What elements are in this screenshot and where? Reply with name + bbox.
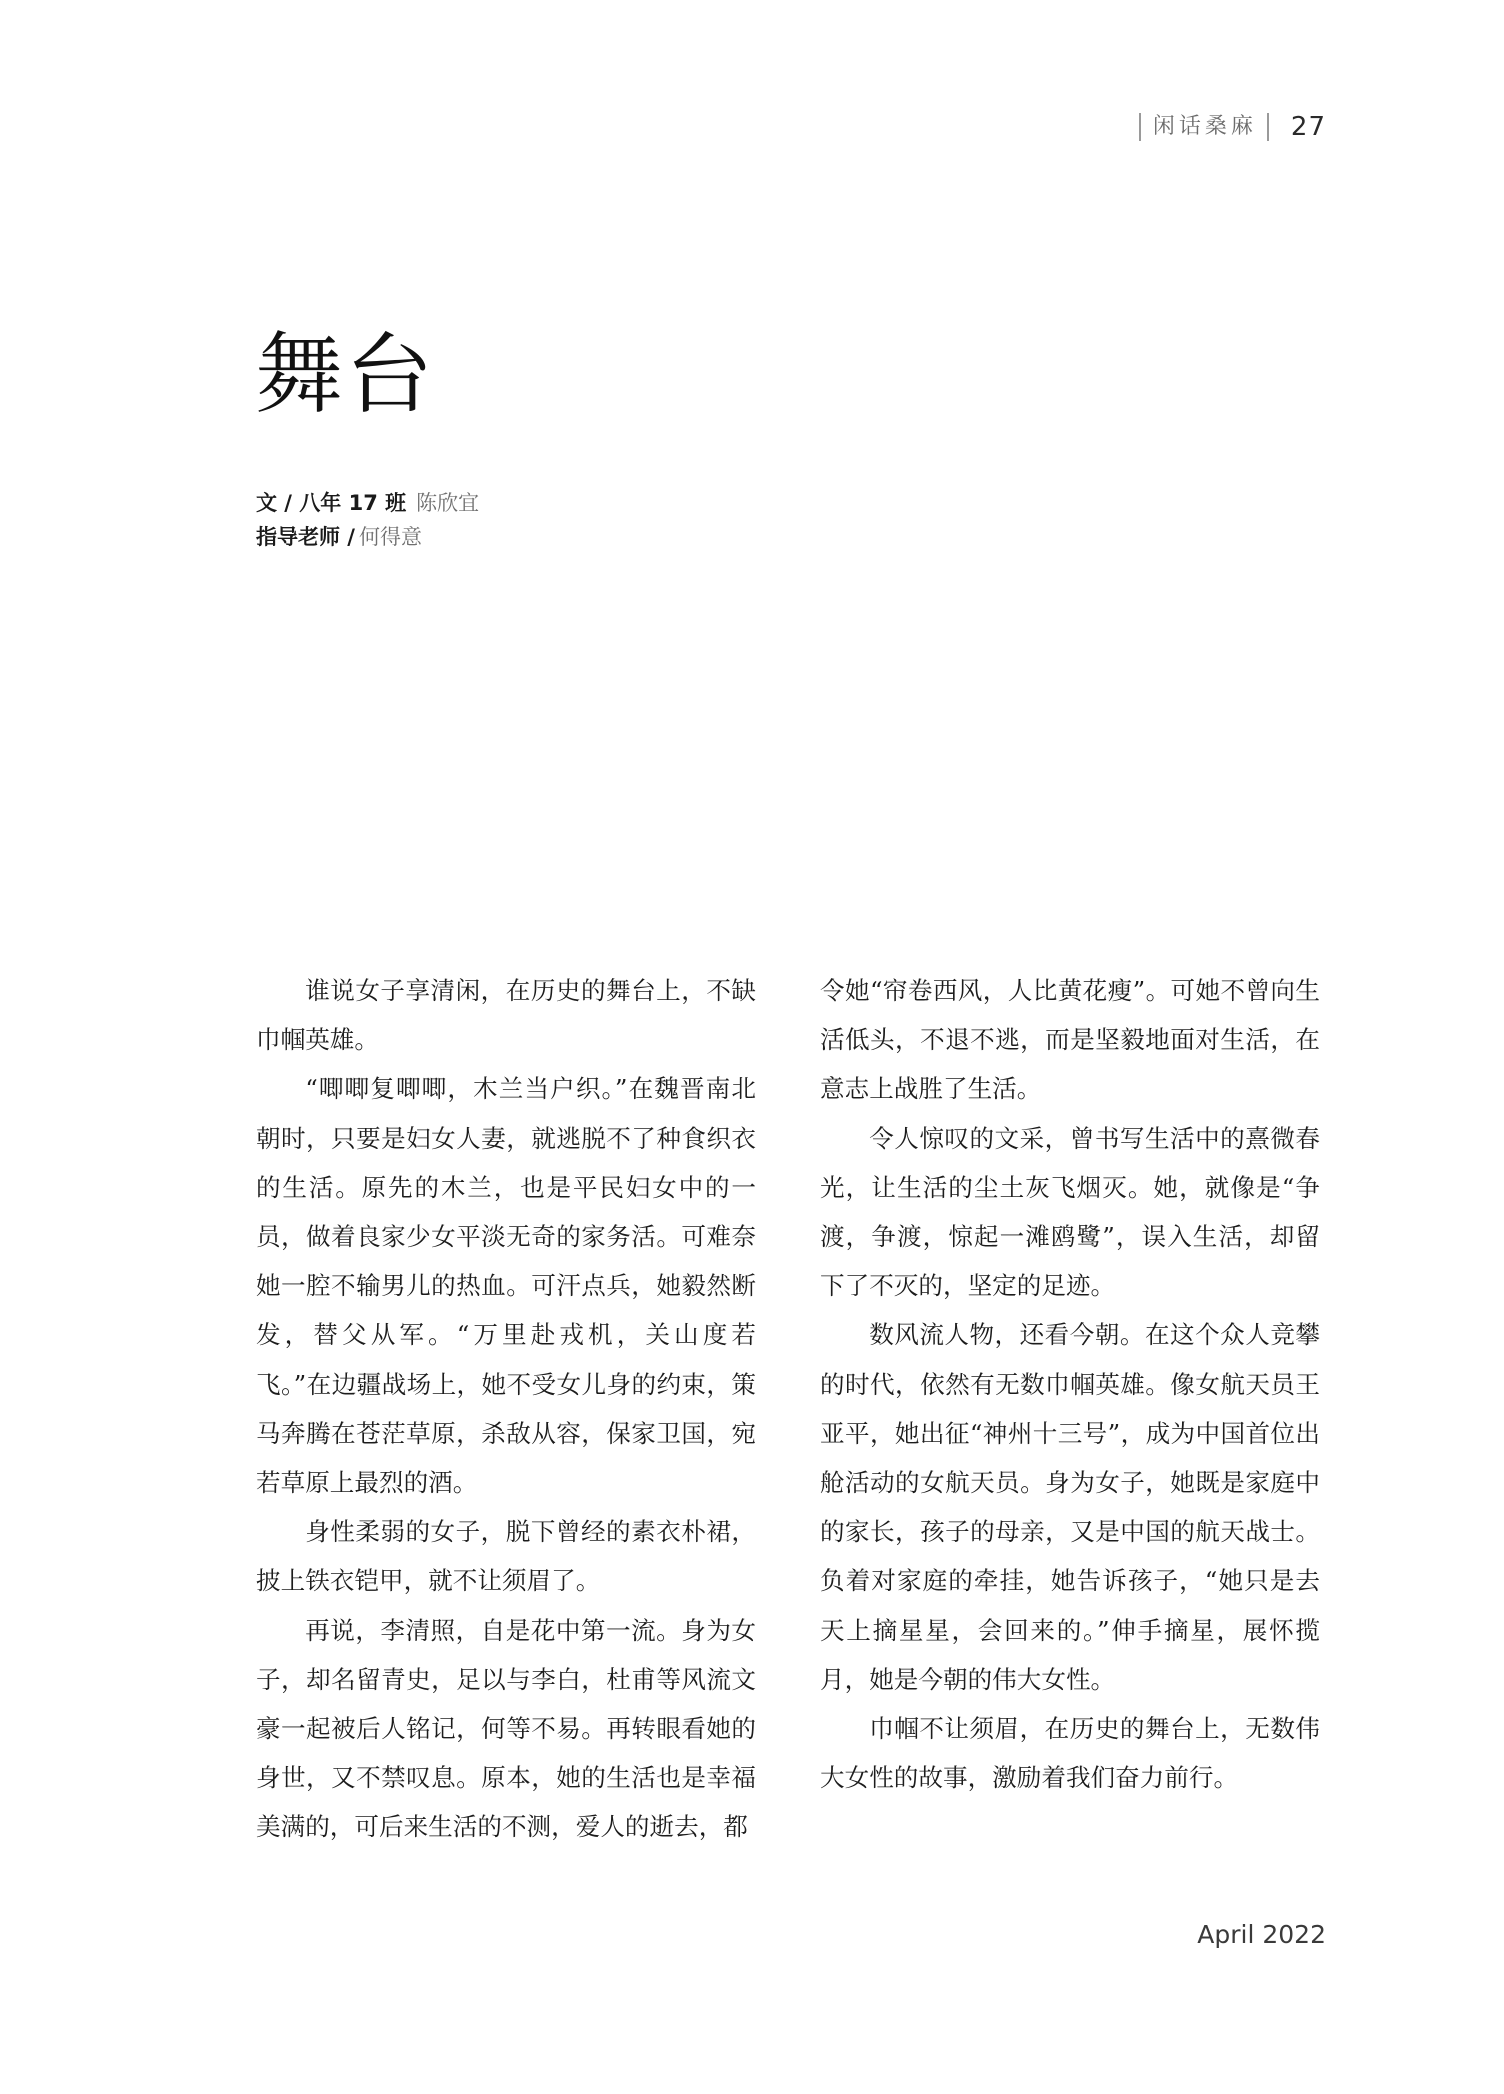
teacher-name: 何得意 bbox=[358, 525, 422, 549]
paragraph: 数风流人物，还看今朝。在这个众人竞攀的时代，依然有无数巾帼英雄。像女航天员王亚平，她出征“神州十三号”，成为中国首位出舱活动的女航天员。身为女子，她既是家庭中的家长，孩子的母亲，又是中国的航天战士。负着对家庭的牵挂，她告诉孩子，“她只是去天上摘星星，会回来的。”伸手摘星，展怀揽月，她是今朝的伟大女性。 bbox=[820, 1320, 1320, 1694]
body-column-left bbox=[256, 966, 756, 1852]
running-header bbox=[1139, 112, 1326, 142]
article-title: 舞台 bbox=[255, 323, 436, 426]
teacher-label: 指导老师 / bbox=[256, 525, 355, 549]
paragraph: 再说，李清照，自是花中第一流。身为女子，却名留青史，足以与李白，杜甫等风流文豪一起被后人铭记，何等不易。再转眼看她的身世，又不禁叹息。原本，她的生活也是幸福美满的，可后来生活的不测，爱人的逝去，都 bbox=[256, 1615, 756, 1842]
issue-date: April 2022 bbox=[1197, 1920, 1326, 1949]
paragraph-continuation: 令她“帘卷西风，人比黄花瘦”。可她不曾向生活低头，不退不逃，而是坚毅地面对生活，在意志上战胜了生活。 bbox=[820, 976, 1320, 1104]
author-label: 文 / 八年 17 班 bbox=[256, 491, 407, 515]
body-column-right bbox=[820, 966, 1320, 1802]
author-name: 陈欣宜 bbox=[416, 491, 480, 515]
paragraph: 身性柔弱的女子，脱下曾经的素衣朴裙，披上铁衣铠甲，就不让须眉了。 bbox=[256, 1517, 756, 1596]
page-number: 27 bbox=[1290, 112, 1326, 142]
section-label: 闲话桑麻 bbox=[1139, 113, 1269, 141]
paragraph: 谁说女子享清闲，在历史的舞台上，不缺巾帼英雄。 bbox=[256, 976, 756, 1055]
author-line bbox=[256, 486, 479, 520]
byline bbox=[256, 486, 479, 554]
teacher-line bbox=[256, 520, 479, 554]
paragraph: 令人惊叹的文采，曾书写生活中的熹微春光，让生活的尘土灰飞烟灭。她，就像是“争渡，争渡，惊起一滩鸥鹭”，误入生活，却留下了不灭的，坚定的足迹。 bbox=[820, 1123, 1320, 1301]
paragraph: “唧唧复唧唧，木兰当户织。”在魏晋南北朝时，只要是妇女人妻，就逃脱不了种食织衣的生活。原先的木兰，也是平民妇女中的一员，做着良家少女平淡无奇的家务活。可难奈她一腔不输男儿的热血。可汗点兵，她毅然断发，替父从军。“万里赴戎机，关山度若飞。”在边疆战场上，她不受女儿身的约束，策马奔腾在苍茫草原，杀敌从容，保家卫国，宛若草原上最烈的酒。 bbox=[256, 1074, 756, 1498]
paragraph: 巾帼不让须眉，在历史的舞台上，无数伟大女性的故事，激励着我们奋力前行。 bbox=[820, 1714, 1320, 1793]
